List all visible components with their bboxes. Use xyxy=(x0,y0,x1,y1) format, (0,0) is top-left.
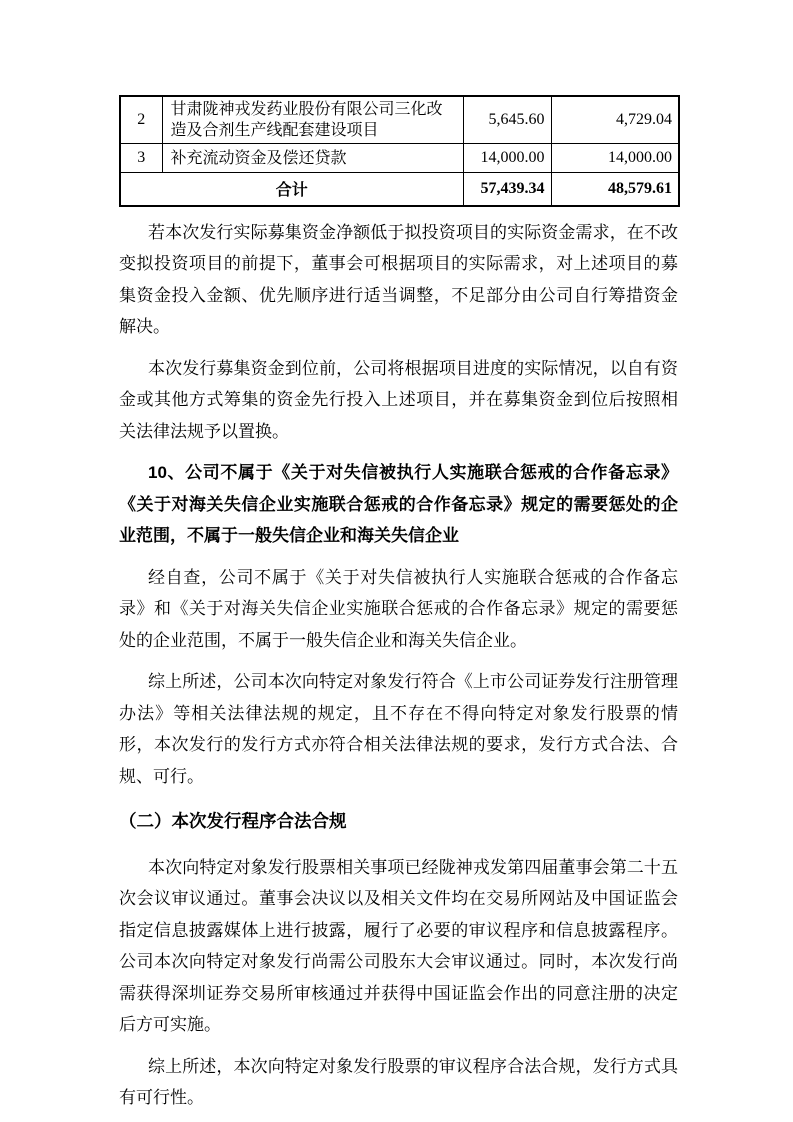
amount-cell: 14,000.00 xyxy=(463,144,551,173)
total-label-cell: 合计 xyxy=(120,173,463,206)
row-index-cell: 2 xyxy=(120,96,162,144)
paragraph-procedure: 本次向特定对象发行股票相关事项已经陇神戎发第四届董事会第二十五次会议审议通过。董事会决议以及相关文件均在交易所网站及中国证监会指定信息披露媒体上进行披露，履行了必要的审议程序和信息披露程序。公司本次向特定对象发行尚需公司股东大会审议通过。同时，本次发行尚需获得深圳证券交易所审核通过并获得中国证监会作出的同意注册的决定后方可实施。 xyxy=(119,857,678,1034)
project-name-cell: 补充流动资金及偿还贷款 xyxy=(162,144,463,173)
amount-cell: 5,645.60 xyxy=(463,96,551,144)
section-heading-2: （二）本次发行程序合法合规 xyxy=(119,811,347,831)
total-amount-cell: 48,579.61 xyxy=(551,173,679,206)
total-amount-cell: 57,439.34 xyxy=(463,173,551,206)
paragraph-fund-adjustment: 若本次发行实际募集资金净额低于拟投资项目的实际资金需求，在不改变拟投资项目的前提下，董事会可根据项目的实际需求，对上述项目的募集资金投入金额、优先顺序进行适当调整，不足部分由公司自行筹措资金解决。 xyxy=(119,222,678,336)
paragraph-conclusion-1: 综上所述，公司本次向特定对象发行符合《上市公司证券发行注册管理办法》等相关法律法规的规定，且不存在不得向特定对象发行股票的情形，本次发行的发行方式亦符合相关法律法规的要求，发行方式合法、合规、可行。 xyxy=(119,672,678,786)
project-name-cell: 甘肃陇神戎发药业股份有限公司三化改造及合剂生产线配套建设项目 xyxy=(162,96,463,144)
paragraph-conclusion-2: 综上所述，本次向特定对象发行股票的审议程序合法合规，发行方式具有可行性。 xyxy=(119,1056,678,1107)
body-text xyxy=(119,217,678,1114)
paragraph-fund-replacement: 本次发行募集资金到位前，公司将根据项目进度的实际情况，以自有资金或其他方式筹集的资金先行投入上述项目，并在募集资金到位后按照相关法律法规予以置换。 xyxy=(119,358,678,441)
page-content xyxy=(119,95,678,1122)
row-index-cell: 3 xyxy=(120,144,162,173)
paragraph-self-check: 经自查，公司不属于《关于对失信被执行人实施联合惩戒的合作备忘录》和《关于对海关失信企业实施联合惩戒的合作备忘录》规定的需要惩处的企业范围，不属于一般失信企业和海关失信企业。 xyxy=(119,567,678,650)
table-row xyxy=(120,96,679,144)
amount-cell: 14,000.00 xyxy=(551,144,679,173)
section-heading-10: 10、公司不属于《关于对失信被执行人实施联合惩戒的合作备忘录》《关于对海关失信企业实施联合惩戒的合作备忘录》规定的需要惩处的企业范围，不属于一般失信企业和海关失信企业 xyxy=(119,463,678,545)
fund-usage-table xyxy=(119,95,680,207)
amount-cell: 4,729.04 xyxy=(551,96,679,144)
table-row xyxy=(120,144,679,173)
total-row xyxy=(120,173,679,206)
